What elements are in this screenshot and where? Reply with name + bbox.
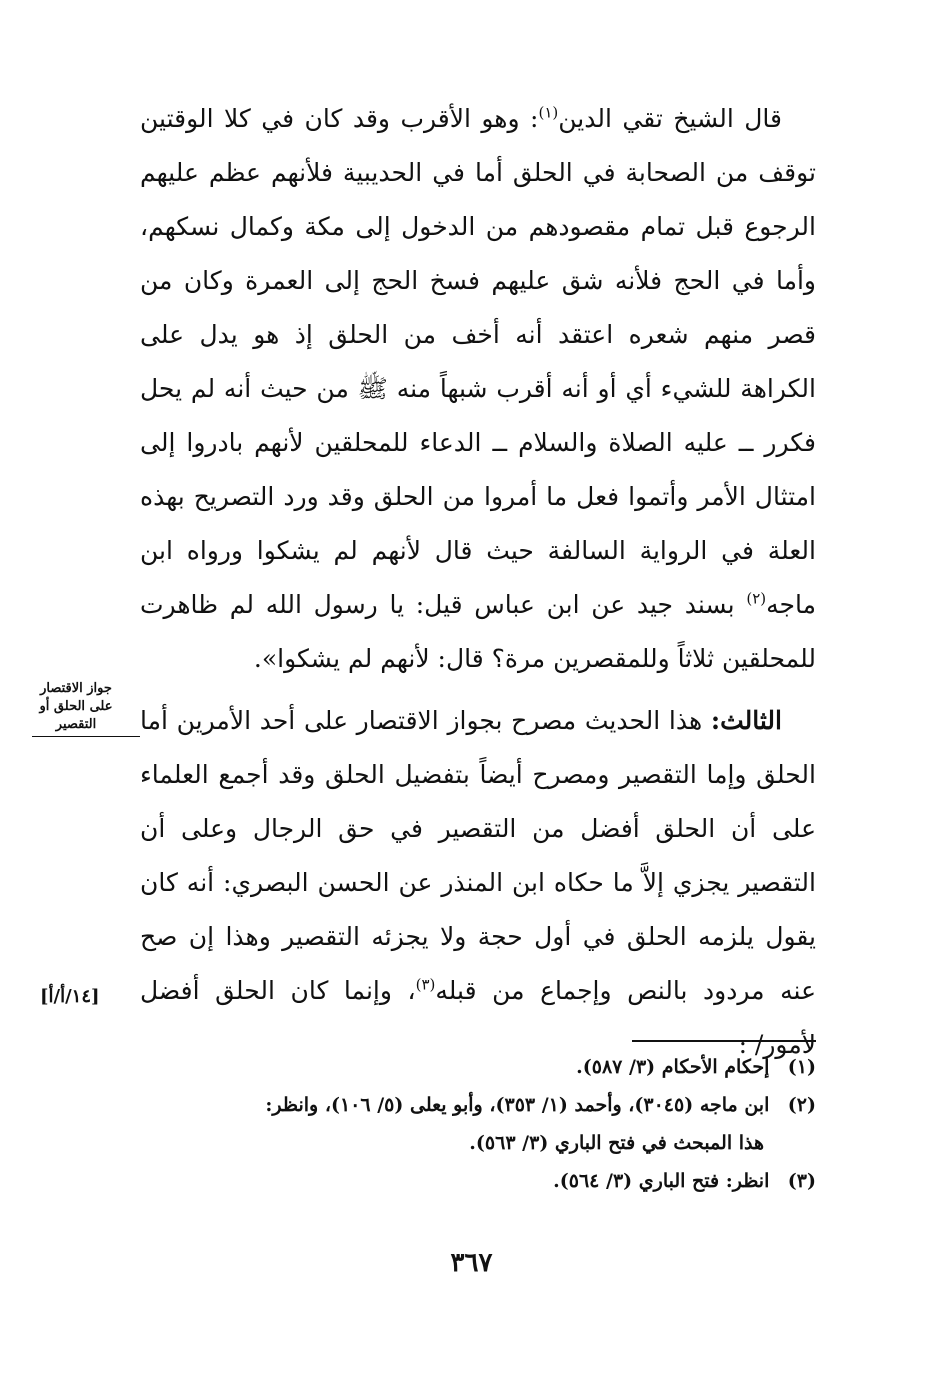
footnotes xyxy=(140,1048,816,1200)
main-text xyxy=(140,92,816,1072)
margin-note-line-2: على الحلق أو xyxy=(39,699,113,714)
margin-note-line-3: التقصير xyxy=(55,717,97,732)
paragraph-1 xyxy=(140,92,816,686)
footnote-1-number: (١) xyxy=(787,1056,816,1078)
footnote-2-number: (٢) xyxy=(787,1094,816,1116)
footnote-ref-2: (٢) xyxy=(746,589,767,608)
footnote-ref-1: (١) xyxy=(538,103,559,122)
footnote-3-text: انظر: فتح الباري (٣/ ٥٦٤). xyxy=(553,1170,770,1192)
manuscript-folio-ref: [١٤/أ/أ] xyxy=(40,986,100,1007)
p1-text-start: قال الشيخ تقي الدين xyxy=(558,104,782,133)
page-number: ٣٦٧ xyxy=(450,1248,493,1278)
p1-text-end: بسند جيد عن ابن عباس قيل: يا رسول الله لم ظاهرت للمحلقين ثلاثاً وللمقصرين مرة؟ قال: لأنهم لم يشكوا». xyxy=(140,590,816,673)
footnote-2-text: ابن ماجه (٣٠٤٥)، وأحمد (١/ ٣٥٣)، وأبو يعلى (٥/ ١٠٦)، وانظر: xyxy=(265,1094,770,1116)
footnote-ref-3: (٣) xyxy=(415,975,436,994)
p2-text-start: هذا الحديث مصرح بجواز الاقتصار على أحد الأمرين أما الحلق وإما التقصير ومصرح أيضاً بتفضيل الحلق وقد أجمع العلماء على أن الحلق أفضل من التقصير في حق الرجال وعلى أن التقصير يجزي إلاَّ ما حكاه ابن المنذر عن الحسن البصري: أنه كان يقول يلزمه الحلق في أول حجة ولا يجزئه التقصير وهذا إن صح عنه مردود بالنص وإجماع من قبله xyxy=(140,706,816,1005)
footnote-1 xyxy=(140,1048,816,1086)
p2-lead-word: الثالث: xyxy=(710,706,782,735)
footnote-separator xyxy=(632,1040,816,1042)
footnote-3 xyxy=(140,1162,816,1200)
margin-note-underline xyxy=(32,736,140,737)
p2-text-end: ، وإنما كان الحلق أفضل لأمور/ : xyxy=(140,976,816,1059)
paragraph-2 xyxy=(140,694,816,1072)
footnote-2 xyxy=(140,1086,816,1162)
margin-note-line-1: جواز الاقتصار xyxy=(40,681,112,696)
p1-text-middle: : وهو الأقرب وقد كان في كلا الوقتين توقف من الصحابة في الحلق أما في الحديبية فلأنهم عظم عليهم الرجوع قبل تمام مقصودهم من الدخول إلى مكة وكمال نسكهم، وأما في الحج فلأنه شق عليهم فسخ الحج إلى العمرة وكان من قصر منهم شعره اعتقد أنه أخف من الحلق إذ هو يدل على الكراهة للشيء أي أو أنه أقرب شبهاً منه ﷺ من حيث أنه لم يحل فكرر ــ عليه الصلاة والسلام ــ الدعاء للمحلقين لأنهم بادروا إلى امتثال الأمر وأتموا فعل ما أمروا من الحلق وقد ورد التصريح بهذه العلة في الرواية السالفة حيث قال لأنهم لم يشكوا ورواه ابن ماجه xyxy=(140,104,817,619)
footnote-2-continuation: هذا المبحث في فتح الباري (٣/ ٥٦٣). xyxy=(469,1132,764,1154)
footnote-3-number: (٣) xyxy=(787,1170,816,1192)
margin-note xyxy=(12,680,140,737)
footnote-1-text: إحكام الأحكام (٣/ ٥٨٧). xyxy=(576,1056,770,1078)
